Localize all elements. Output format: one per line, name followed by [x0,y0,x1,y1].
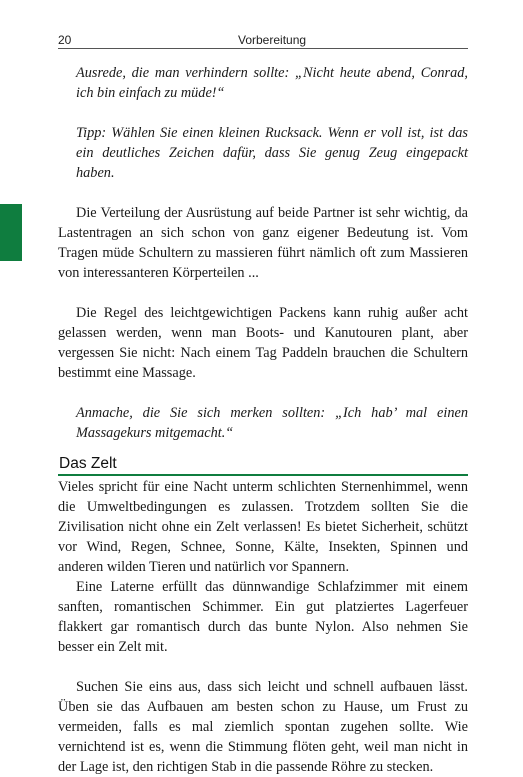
paragraph-lantern: Eine Laterne erfüllt das dünnwandige Schlafzimmer mit einem sanften, romantischen Schimmer. Ein gut platziertes Lagerfeuer flakkert gar romantisch durch das bunte Nylon. Also nehmen Sie besser ein Zelt mit. [58,579,468,655]
page-body [58,63,468,777]
running-title: Vorbereitung [238,33,307,47]
header-rule [58,48,468,49]
paragraph-choose-tent: Suchen Sie eins aus, dass sich leicht und schnell aufbauen lässt. Üben sie das Aufbauen am besten schon zu Hause, um Frust zu vermeiden, falls es mal ziemlich spontan zugehen sollte. Wie vernichtend ist es, wenn die Stimmung flöten geht, weil man nicht in der Lage ist, den richtigen Stab in die passende Röhre zu stecken. [58,679,468,775]
page-header [58,33,468,49]
quote-excuse: Ausrede, die man verhindern sollte: „Nicht heute abend, Conrad, ich bin einfach zu müde!“ [76,65,468,101]
chapter-tab-marker [0,204,22,261]
tip-paragraph: Tipp: Wählen Sie einen kleinen Rucksack. Wenn er voll ist, ist das ein deutliches Zeichen dafür, dass Sie genug Zeug eingepackt haben. [76,125,468,181]
paragraph-tent-intro: Vieles spricht für eine Nacht unterm schlichten Sternenhimmel, wenn die Umweltbedingungen es zulassen. Trotzdem sollten Sie die Zivilisation nicht ohne ein Zelt verlassen! Es bietet Sicherheit, schützt vor Wind, Regen, Schnee, Sonne, Kälte, Insekten, Spinnen und anderen wilden Tieren und natürlich vor Spannern. [58,479,468,575]
paragraph-distribution: Die Verteilung der Ausrüstung auf beide Partner ist sehr wichtig, da Lastentragen an sich schon von ganz eigener Bedeutung ist. Vom Tragen müde Schultern zu massieren führt nämlich oft zum Massieren von interessanteren Körperteilen ... [58,205,468,281]
page-number: 20 [58,33,72,47]
quote-pickup-line: Anmache, die Sie sich merken sollten: „Ich hab’ mal einen Massagekurs mitgemacht.“ [76,405,468,441]
section-heading [58,455,468,476]
section-title: Das Zelt [59,455,117,472]
paragraph-packing-rule: Die Regel des leichtgewichtigen Packens kann ruhig außer acht gelassen werden, wenn man Boots- und Kanutouren plant, aber vergessen Sie nicht: Nach einem Tag Paddeln brauchen die Schultern bestimmt eine Massage. [58,305,468,381]
